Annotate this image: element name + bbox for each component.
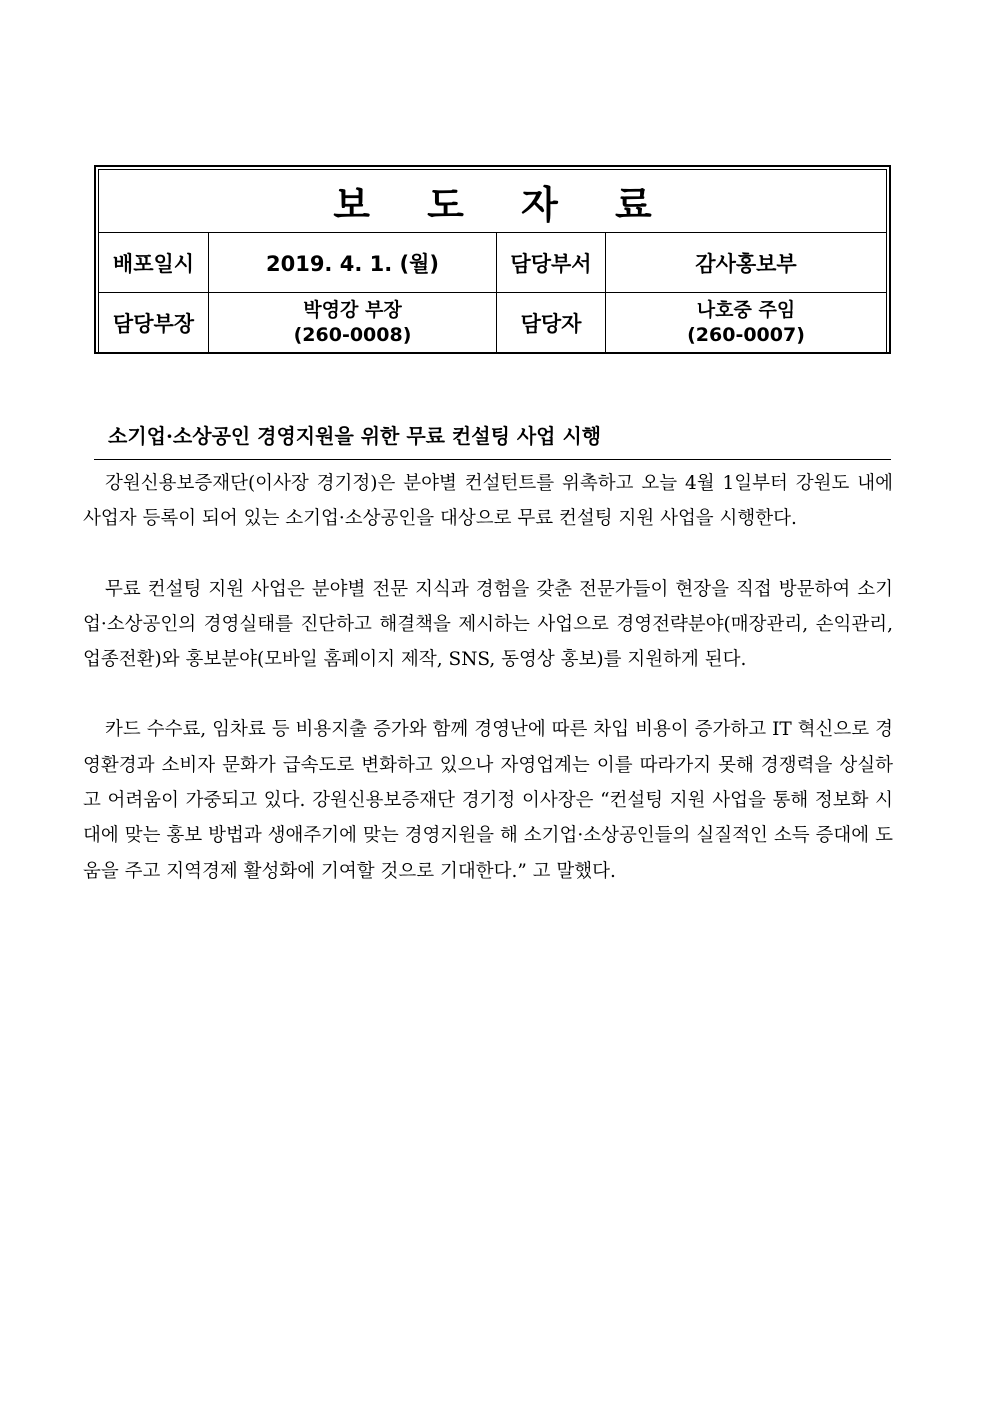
manager-label: 담당부장 <box>99 293 209 353</box>
article-paragraph-1: 강원신용보증재단(이사장 경기정)은 분야별 컨설턴트를 위촉하고 오늘 4월 1일부터 강원도 내에 사업자 등록이 되어 있는 소기업·소상공인을 대상으로 무료 컨설팅 지원 사업을 시행한다. <box>83 473 893 530</box>
manager-value <box>209 293 497 353</box>
contact-label: 담당자 <box>497 293 606 353</box>
department-value: 감사홍보부 <box>606 233 887 293</box>
manager-name: 박영강 부장 <box>303 298 402 321</box>
release-date-value: 2019. 4. 1. (월) <box>209 233 497 293</box>
department-label: 담당부서 <box>497 233 606 293</box>
contact-phone: (260-0007) <box>687 323 805 346</box>
release-date-label: 배포일시 <box>99 233 209 293</box>
contact-name: 나호중 주임 <box>696 298 796 321</box>
article-paragraph-2: 무료 컨설팅 지원 사업은 분야별 전문 지식과 경험을 갖춘 전문가들이 현장을 직접 방문하여 소기업·소상공인의 경영실태를 진단하고 해결책을 제시하는 사업으로 경영전략분야(매장관리, 손익관리, 업종전환)와 홍보분야(모바일 홈페이지 제작, SNS, 동영상 홍보)를 지원하게 된다. <box>83 578 893 671</box>
press-release-header <box>94 165 891 354</box>
article-paragraph-3: 카드 수수료, 임차료 등 비용지출 증가와 함께 경영난에 따른 차입 비용이 증가하고 IT 혁신으로 경영환경과 소비자 문화가 급속도로 변화하고 있으나 자영업계는 이를 따라가지 못해 경쟁력을 상실하고 어려움이 가중되고 있다. 강원신용보증재단 경기정 이사장은 “컨설팅 지원 사업을 통해 정보화 시대에 맞는 홍보 방법과 생애주기에 맞는 경영지원을 해 소기업·소상공인들의 실질적인 소득 증대에 도움을 주고 지역경제 활성화에 기여할 것으로 기대한다.” 고 말했다. <box>83 719 893 882</box>
contact-value <box>606 293 887 353</box>
document-title: 보 도 자 료 <box>99 170 887 233</box>
header-table <box>98 169 887 353</box>
article-body <box>83 466 893 924</box>
article-headline: 소기업·소상공인 경영지원을 위한 무료 컨설팅 사업 시행 <box>94 420 891 460</box>
manager-phone: (260-0008) <box>293 323 412 346</box>
